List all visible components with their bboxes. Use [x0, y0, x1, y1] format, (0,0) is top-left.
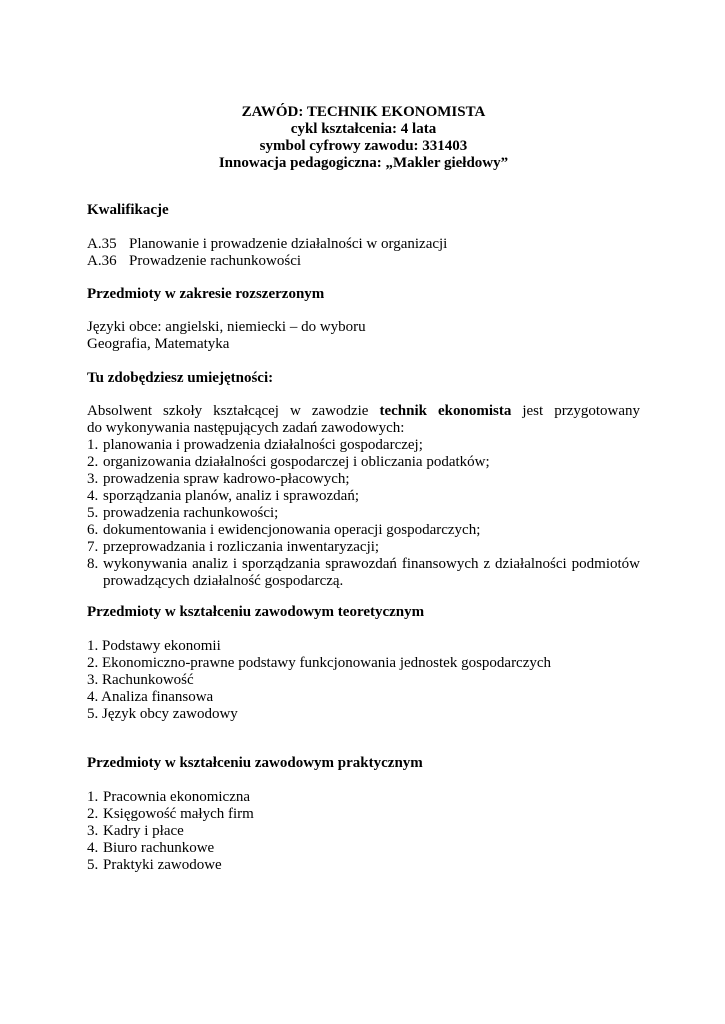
list-item-text: organizowania działalności gospodarczej i obliczania podatków;	[103, 454, 490, 470]
list-item: 1. Podstawy ekonomii	[87, 638, 221, 654]
theory-list	[87, 638, 640, 723]
list-item-text: sporządzania planów, analiz i sprawozdań;	[103, 488, 360, 504]
skills-list	[87, 437, 640, 590]
list-item-text: wykonywania analiz i sporządzania sprawozdań finansowych z działalności podmiotów prowadzących działalność gospodarczą.	[103, 556, 640, 589]
list-item	[87, 823, 640, 840]
umiejetnosci-body	[87, 403, 640, 590]
list-item-text: przeprowadzania i rozliczania inwentaryzacji;	[103, 539, 380, 555]
list-number: 5.	[87, 857, 99, 873]
profession-title: ZAWÓD: TECHNIK EKONOMISTA	[241, 104, 486, 120]
subjects-line: Geografia, Matematyka	[87, 336, 230, 352]
practice-list	[87, 789, 640, 874]
list-item-text: prowadzenia spraw kadrowo-płacowych;	[103, 471, 350, 487]
list-item	[87, 806, 640, 823]
intro-text-end: jest przygotowany	[522, 403, 641, 419]
section-title-kwalifikacje: Kwalifikacje	[87, 202, 169, 218]
qualification-code: A.35	[87, 236, 117, 252]
intro-paragraph	[87, 403, 640, 420]
list-number: 3.	[87, 471, 99, 487]
list-item-text: Księgowość małych firm	[103, 806, 254, 822]
languages-line: Języki obce: angielski, niemiecki – do wyboru	[87, 319, 366, 335]
list-item	[87, 522, 640, 539]
list-item-text: Praktyki zawodowe	[103, 857, 222, 873]
list-item-text: planowania i prowadzenia działalności gospodarczej;	[103, 437, 423, 453]
list-number: 4.	[87, 488, 99, 504]
list-item	[87, 253, 640, 270]
rozszerzone-body	[87, 319, 640, 353]
list-item-text: Kadry i płace	[103, 823, 184, 839]
list-item: 3. Rachunkowość	[87, 672, 194, 688]
kwalifikacje-list	[87, 236, 640, 270]
list-item	[87, 437, 640, 454]
list-item	[87, 556, 640, 590]
list-item: 5. Język obcy zawodowy	[87, 706, 238, 722]
section-title-rozszerzone: Przedmioty w zakresie rozszerzonym	[87, 286, 325, 302]
qualification-code: A.36	[87, 253, 117, 269]
document-header	[87, 104, 640, 172]
list-number: 5.	[87, 505, 99, 521]
list-item-text: Biuro rachunkowe	[103, 840, 215, 856]
list-item	[87, 840, 640, 857]
list-item-text: prowadzenia rachunkowości;	[103, 505, 279, 521]
list-item	[87, 857, 640, 874]
list-item: 2. Ekonomiczno-prawne podstawy funkcjonowania jednostek gospodarczych	[87, 655, 552, 671]
list-item-text: Pracownia ekonomiczna	[103, 789, 251, 805]
list-number: 2.	[87, 454, 99, 470]
list-number: 6.	[87, 522, 99, 538]
list-item	[87, 789, 640, 806]
list-number: 3.	[87, 823, 99, 839]
list-item	[87, 454, 640, 471]
intro-text: Absolwent szkoły kształcącej w zawodzie	[87, 403, 369, 419]
list-number: 4.	[87, 840, 99, 856]
qualification-text: Planowanie i prowadzenie działalności w organizacji	[129, 236, 448, 252]
list-item-text: dokumentowania i ewidencjonowania operacji gospodarczych;	[103, 522, 481, 538]
qualification-text: Prowadzenie rachunkowości	[129, 253, 302, 269]
list-number: 7.	[87, 539, 99, 555]
list-item	[87, 539, 640, 556]
list-item	[87, 488, 640, 505]
list-number: 8.	[87, 556, 99, 572]
section-title-praktyczne: Przedmioty w kształceniu zawodowym praktycznym	[87, 755, 423, 771]
section-title-teoretyczne: Przedmioty w kształceniu zawodowym teoretycznym	[87, 604, 425, 620]
list-number: 2.	[87, 806, 99, 822]
profession-code: symbol cyfrowy zawodu: 331403	[259, 138, 468, 154]
list-item	[87, 236, 640, 253]
profession-name: technik ekonomista	[379, 403, 512, 419]
list-item	[87, 471, 640, 488]
list-number: 1.	[87, 789, 99, 805]
list-item	[87, 505, 640, 522]
education-cycle: cykl kształcenia: 4 lata	[290, 121, 437, 137]
innovation-line: Innowacja pedagogiczna: „Makler giełdowy”	[218, 155, 509, 171]
list-item: 4. Analiza finansowa	[87, 689, 214, 705]
section-title-umiejetnosci: Tu zdobędziesz umiejętności:	[87, 370, 274, 386]
intro-line-2: do wykonywania następujących zadań zawodowych:	[87, 420, 405, 436]
list-number: 1.	[87, 437, 99, 453]
